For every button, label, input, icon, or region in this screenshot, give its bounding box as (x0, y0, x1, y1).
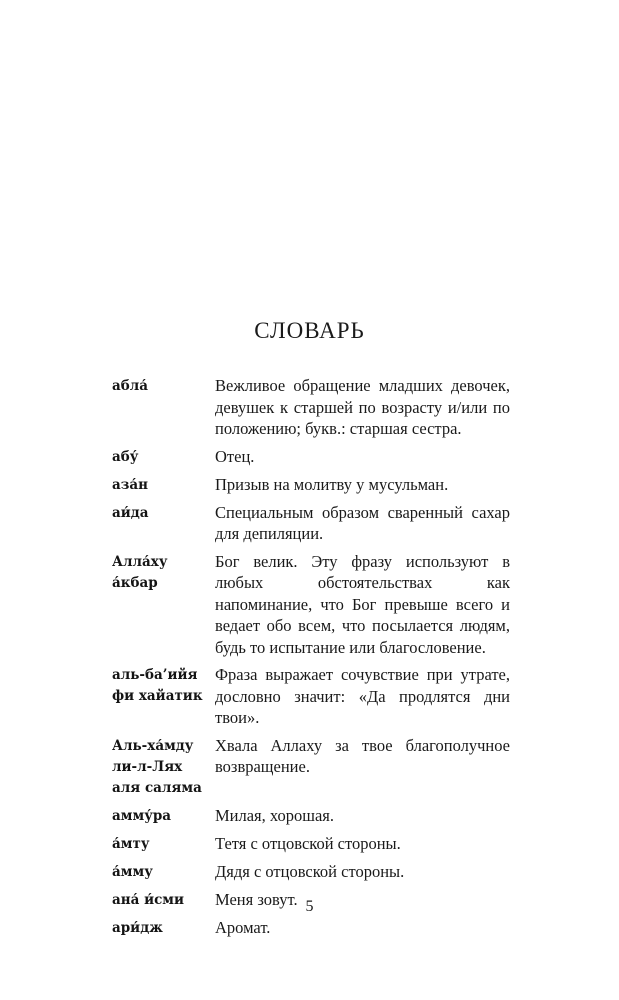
glossary-entry (112, 833, 510, 855)
page-number: 5 (305, 898, 314, 915)
glossary-definition: Тетя с отцовской стороны. (215, 833, 401, 853)
glossary-term: а́мму (112, 863, 153, 880)
glossary-definition: Призыв на молитву у мусульман. (215, 474, 449, 494)
glossary-entry (112, 502, 510, 545)
glossary-entry (112, 375, 510, 440)
glossary-entry (112, 805, 510, 827)
glossary-definition: Специальным образом сваренный сахар для депиляции. (215, 502, 510, 543)
glossary-term: Алла́ху а́кбар (112, 553, 168, 591)
glossary-definition: Меня зовут. (215, 889, 298, 909)
glossary-term: аи́да (112, 504, 149, 521)
glossary-entry (112, 861, 510, 883)
glossary-definition: Отец. (215, 446, 255, 466)
glossary-definition: Фраза выражает сочувствие при утрате, дословно значит: «Да продлятся дни твои». (215, 665, 510, 727)
glossary-entry (112, 446, 510, 468)
glossary-list (112, 375, 510, 945)
page-title: СЛОВАРЬ (254, 318, 365, 343)
glossary-term: Аль-ха́мду ли-л-Лях аля саляма (112, 737, 202, 796)
glossary-term: а́мту (112, 835, 150, 852)
glossary-definition: Милая, хорошая. (215, 805, 335, 825)
glossary-entry (112, 735, 510, 799)
glossary-definition: Хвала Аллаху за твое благополучное возвращение. (215, 735, 510, 776)
glossary-definition: Дядя с отцовской стороны. (215, 861, 405, 881)
glossary-term: аль-ба’ийя фи хайатик (112, 667, 203, 704)
glossary-definition: Бог велик. Эту фразу используют в любых обстоятельствах как напоминание, что Бог превыше всего и ведает обо всем, что посылается людям, будь то испытание или благословение. (215, 551, 510, 657)
glossary-entry (112, 917, 510, 939)
glossary-term: абу́ (112, 448, 139, 465)
glossary-term: аза́н (112, 476, 148, 493)
glossary-term: абла́ (112, 378, 149, 394)
glossary-term: амму́ра (112, 807, 172, 824)
glossary-entry (112, 551, 510, 659)
glossary-definition: Вежливое обращение младших девочек, девушек к старшей по возрасту и/или по положению; букв.: старшая сестра. (215, 376, 510, 438)
glossary-term: ана́ и́сми (112, 891, 185, 908)
glossary-entry (112, 474, 510, 496)
glossary-term: ари́дж (112, 919, 163, 936)
glossary-definition: Аромат. (215, 917, 271, 937)
glossary-entry (112, 664, 510, 729)
